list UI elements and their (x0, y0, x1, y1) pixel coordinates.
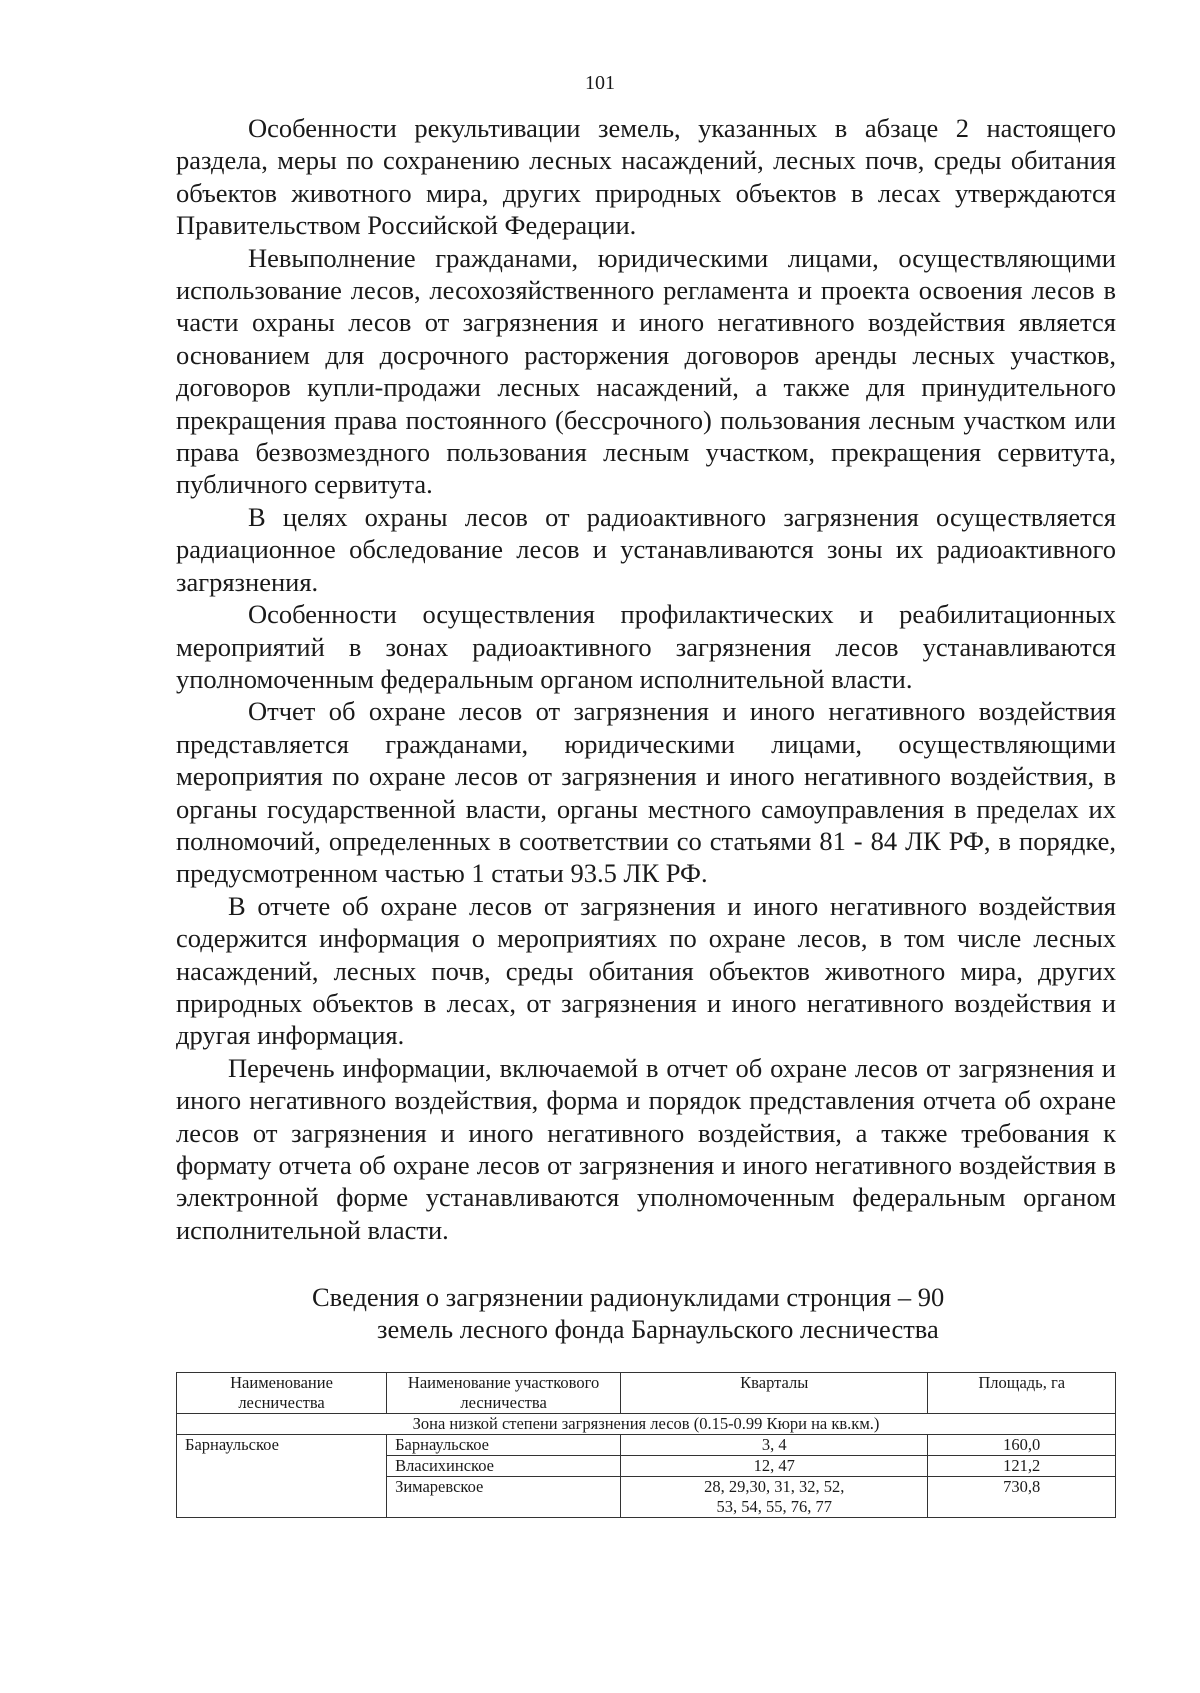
header-forestry: Наименование лесничества (177, 1373, 387, 1414)
document-body (176, 112, 1116, 1246)
district-name: Власихинское (387, 1456, 621, 1477)
table-header-row (177, 1373, 1116, 1414)
area-value: 730,8 (928, 1477, 1116, 1518)
quarters-value: 3, 4 (621, 1435, 928, 1456)
paragraph-7: Перечень информации, включаемой в отчет об охране лесов от загрязнения и иного негативного воздействия, форма и порядок представления отчета об охране лесов от загрязнения и иного негативного воздействия, а также требования к формату отчета об охране лесов от загрязнения и иного негативного воздействия в электронной форме устанавливаются уполномоченным федеральным органом исполнительной власти. (176, 1052, 1116, 1245)
paragraph-4: Особенности осуществления профилактических и реабилитационных мероприятий в зонах радиоактивного загрязнения лесов устанавливаются уполномоченным федеральным органом исполнительной власти. (176, 599, 1116, 694)
district-name: Барнаульское (387, 1435, 621, 1456)
area-value: 160,0 (928, 1435, 1116, 1456)
forestry-name: Барнаульское (177, 1435, 387, 1518)
table-title (176, 1281, 1116, 1345)
header-quarters: Кварталы (621, 1373, 928, 1414)
area-value: 121,2 (928, 1456, 1116, 1477)
table-title-line-1: Сведения о загрязнении радионуклидами стронция – 90 (312, 1282, 945, 1312)
paragraph-2: Невыполнение гражданами, юридическими лицами, осуществляющими использование лесов, лесохозяйственного регламента и проекта освоения лесов в части охраны лесов от загрязнения и иного негативного воздействия является основанием для досрочного расторжения договоров аренды лесных участков, договоров купли-продажи лесных насаждений, а также для принудительного прекращения права постоянного (бессрочного) пользования лесным участком или права безвозмездного пользования лесным участком, прекращения сервитута, публичного сервитута. (176, 242, 1116, 500)
paragraph-6: В отчете об охране лесов от загрязнения и иного негативного воздействия содержится информация о мероприятиях по охране лесов, в том числе лесных насаждений, лесных почв, среды обитания объектов животного мира, других природных объектов в лесах, от загрязнения и иного негативного воздействия и другая информация. (176, 890, 1116, 1051)
quarters-value: 28, 29,30, 31, 32, 52, 53, 54, 55, 76, 77 (621, 1477, 928, 1518)
quarters-value: 12, 47 (621, 1456, 928, 1477)
table-title-line-2: земель лесного фонда Барнаульского лесничества (377, 1314, 939, 1344)
page-number: 101 (585, 72, 615, 94)
zone-row (177, 1414, 1116, 1435)
header-district: Наименование участкового лесничества (387, 1373, 621, 1414)
paragraph-5: Отчет об охране лесов от загрязнения и иного негативного воздействия представляется гражданами, юридическими лицами, осуществляющими мероприятия по охране лесов от загрязнения и иного негативного воздействия, в органы государственной власти, органы местного самоуправления в пределах их полномочий, определенных в соответствии со статьями 81 - 84 ЛК РФ, в порядке, предусмотренном частью 1 статьи 93.5 ЛК РФ. (176, 696, 1116, 889)
district-name: Зимаревское (387, 1477, 621, 1518)
header-area: Площадь, га (928, 1373, 1116, 1414)
contamination-table (176, 1372, 1116, 1518)
zone-label: Зона низкой степени загрязнения лесов (0.15-0.99 Кюри на кв.км.) (177, 1414, 1116, 1435)
table-row (177, 1435, 1116, 1456)
paragraph-1: Особенности рекультивации земель, указанных в абзаце 2 настоящего раздела, меры по сохранению лесных насаждений, лесных почв, среды обитания объектов животного мира, других природных объектов в лесах утверждаются Правительством Российской Федерации. (176, 113, 1116, 241)
paragraph-3: В целях охраны лесов от радиоактивного загрязнения осуществляется радиационное обследование лесов и устанавливаются зоны их радиоактивного загрязнения. (176, 501, 1116, 597)
